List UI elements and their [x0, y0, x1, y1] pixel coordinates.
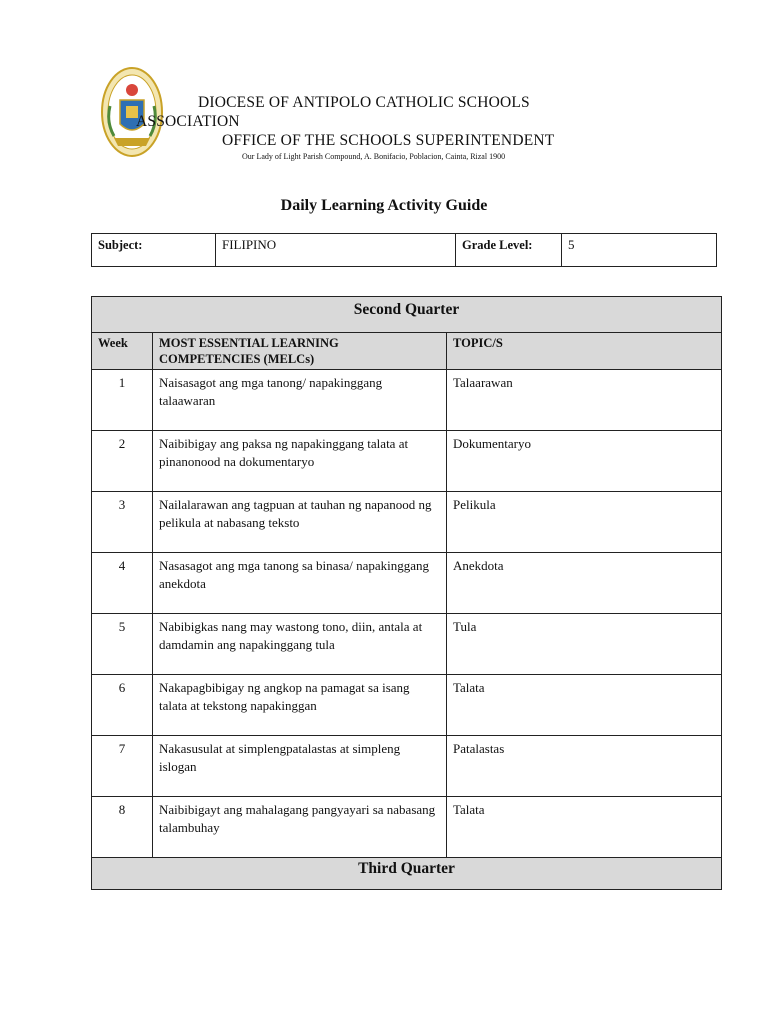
- header-address: Our Lady of Light Parish Compound, A. Bonifacio, Poblacion, Cainta, Rizal 1900: [242, 152, 506, 161]
- table-row: [92, 675, 722, 736]
- week-cell: 4: [92, 553, 153, 614]
- header-diocese-name-cont: ASSOCIATION: [136, 113, 240, 130]
- diocese-seal-logo: [100, 66, 164, 158]
- topic-cell: Pelikula: [447, 492, 722, 553]
- topic-cell: Talata: [447, 797, 722, 858]
- header-melc: MOST ESSENTIAL LEARNING COMPETENCIES (MELCs): [153, 333, 447, 370]
- topic-cell: Dokumentaryo: [447, 431, 722, 492]
- melc-cell: Naibibigay ang paksa ng napakinggang talata at pinanonood na dokumentaryo: [153, 431, 447, 492]
- melc-cell: Nailalarawan ang tagpuan at tauhan ng napanood ng pelikula at nabasang teksto: [153, 492, 447, 553]
- header-topic: TOPIC/S: [447, 333, 722, 370]
- table-row: [92, 797, 722, 858]
- table-row: [92, 492, 722, 553]
- grade-level-label: Grade Level:: [456, 234, 562, 267]
- table-row: [92, 614, 722, 675]
- topic-cell: Talaarawan: [447, 370, 722, 431]
- header-diocese-name: DIOCESE OF ANTIPOLO CATHOLIC SCHOOLS: [198, 94, 530, 111]
- week-cell: 2: [92, 431, 153, 492]
- subject-info-table: [91, 233, 717, 267]
- quarter-title: Second Quarter: [92, 297, 722, 333]
- week-cell: 3: [92, 492, 153, 553]
- topic-cell: Anekdota: [447, 553, 722, 614]
- week-cell: 7: [92, 736, 153, 797]
- table-row: [92, 431, 722, 492]
- subject-value: FILIPINO: [216, 234, 456, 267]
- week-cell: 1: [92, 370, 153, 431]
- subject-label: Subject:: [92, 234, 216, 267]
- table-row: [92, 370, 722, 431]
- melc-cell: Nasasagot ang mga tanong sa binasa/ napakinggang anekdota: [153, 553, 447, 614]
- document-title: Daily Learning Activity Guide: [280, 197, 488, 214]
- table-row: [92, 736, 722, 797]
- melc-cell: Nakapagbibigay ng angkop na pamagat sa isang talata at tekstong napakinggan: [153, 675, 447, 736]
- melc-cell: Nakasusulat at simplengpatalastas at simpleng islogan: [153, 736, 447, 797]
- week-cell: 5: [92, 614, 153, 675]
- header-office-name: OFFICE OF THE SCHOOLS SUPERINTENDENT: [222, 132, 555, 149]
- melc-table: [91, 296, 722, 890]
- topic-cell: Talata: [447, 675, 722, 736]
- melc-cell: Naibibigayt ang mahalagang pangyayari sa nabasang talambuhay: [153, 797, 447, 858]
- week-cell: 6: [92, 675, 153, 736]
- topic-cell: Tula: [447, 614, 722, 675]
- grade-level-value: 5: [562, 234, 717, 267]
- table-row: [92, 553, 722, 614]
- next-quarter-title: Third Quarter: [92, 858, 722, 890]
- melc-cell: Naisasagot ang mga tanong/ napakinggang talaawaran: [153, 370, 447, 431]
- header-week: Week: [92, 333, 153, 370]
- week-cell: 8: [92, 797, 153, 858]
- topic-cell: Patalastas: [447, 736, 722, 797]
- melc-cell: Nabibigkas nang may wastong tono, diin, antala at damdamin ang napakinggang tula: [153, 614, 447, 675]
